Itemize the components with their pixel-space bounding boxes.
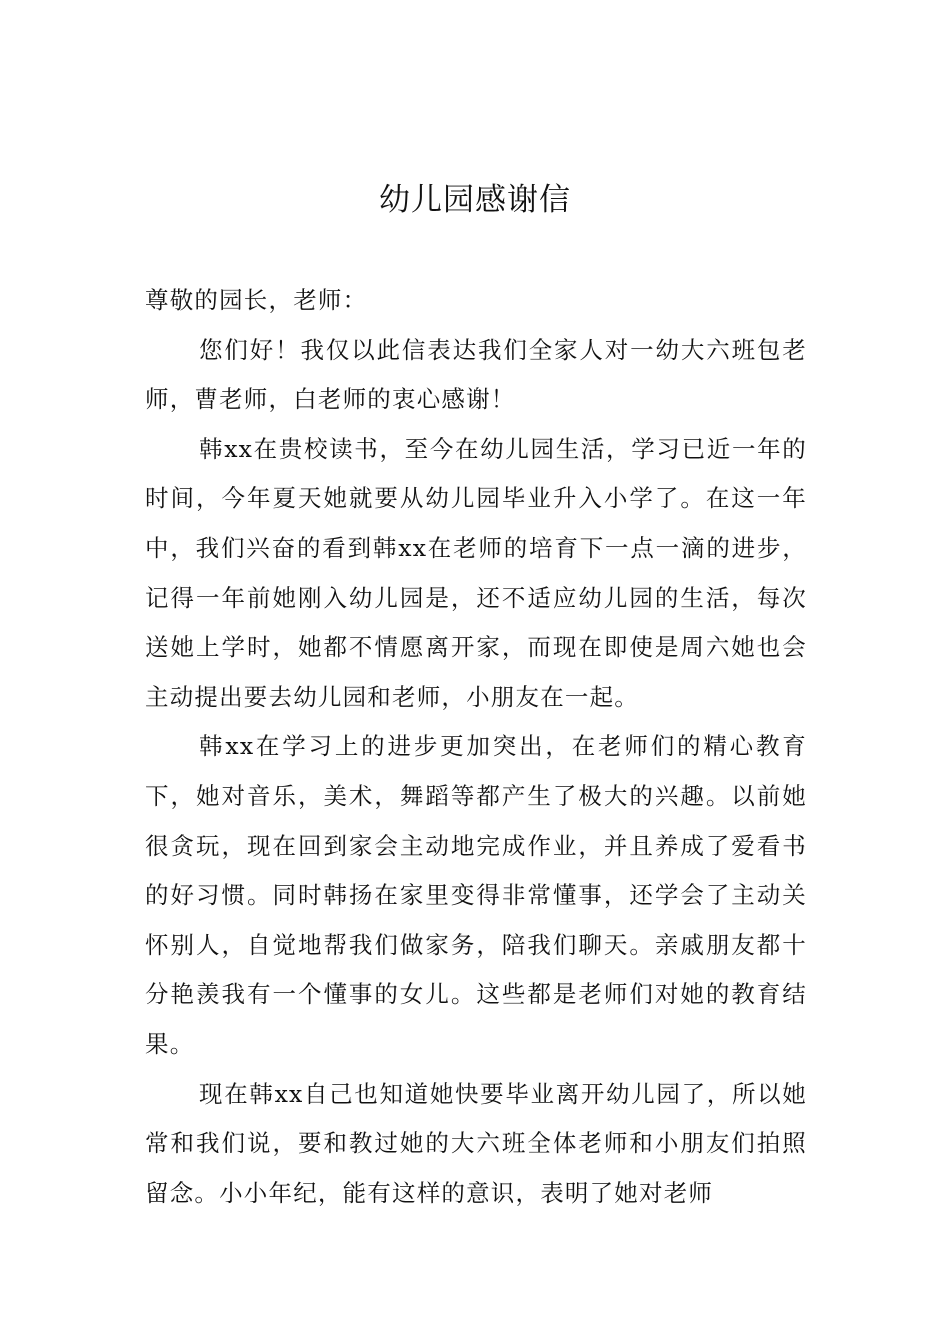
document-title: 幼儿园感谢信	[379, 182, 571, 218]
salutation: 尊敬的园长，老师：	[145, 286, 368, 314]
letter-body	[145, 276, 807, 1218]
paragraph-study: 韩xx在学习上的进步更加突出，在老师们的精心教育下，她对音乐，美术，舞蹈等都产生了极大的兴趣。以前她很贪玩，现在回到家会主动地完成作业，并且养成了爱看书的好习惯。同时韩扬在家里变得非常懂事，还学会了主动关怀别人，自觉地帮我们做家务，陪我们聊天。亲戚朋友都十分艳羡我有一个懂事的女儿。这些都是老师们对她的教育结果。	[145, 732, 807, 1058]
paragraph-greeting: 您们好！我仅以此信表达我们全家人对一幼大六班包老师，曹老师，白老师的衷心感谢！	[145, 335, 807, 414]
paragraph-progress: 韩xx在贵校读书，至今在幼儿园生活，学习已近一年的时间，今年夏天她就要从幼儿园毕业升入小学了。在这一年中，我们兴奋的看到韩xx在老师的培育下一点一滴的进步，记得一年前她刚入幼儿园是，还不适应幼儿园的生活，每次送她上学时，她都不情愿离开家，而现在即使是周六她也会主动提出要去幼儿园和老师，小朋友在一起。	[145, 434, 807, 711]
paragraph-graduation: 现在韩xx自己也知道她快要毕业离开幼儿园了，所以她常和我们说，要和教过她的大六班全体老师和小朋友们拍照留念。小小年纪，能有这样的意识，表明了她对老师	[145, 1079, 807, 1207]
